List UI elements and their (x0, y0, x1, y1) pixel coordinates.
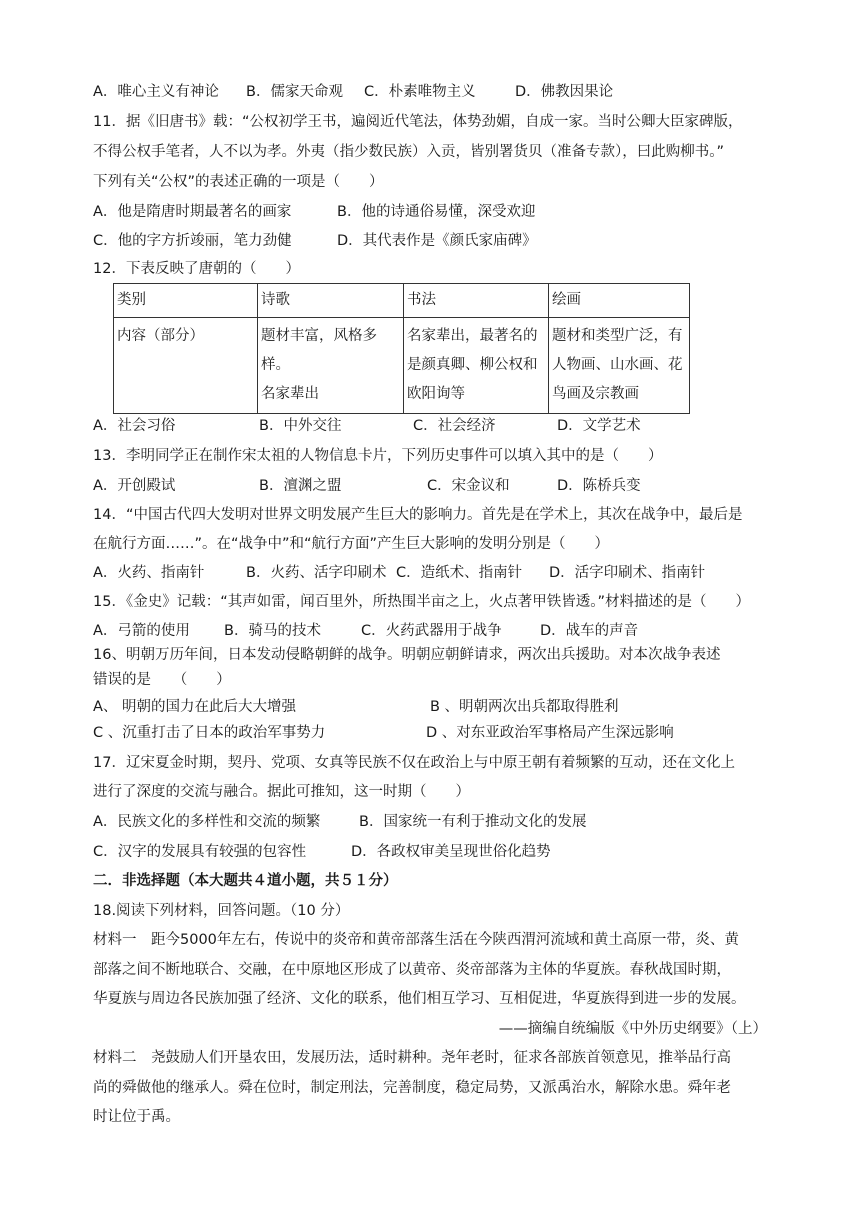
q16-option-a: A、 明朝的国力在此后大大增强 (93, 699, 297, 715)
table-header-row (114, 284, 690, 318)
q14-stem-line-1: 14．“中国古代四大发明对世界文明发展产生巨大的影响力。首先是在学术上，其次在战争中，最后是 (93, 507, 743, 523)
table-header-calligraphy: 书法 (404, 284, 549, 318)
q12-option-d: D．文学艺术 (557, 418, 641, 434)
table-row-label: 内容（部分） (114, 318, 258, 414)
q18-material-1-source: ——摘编自统编版《中外历史纲要》（上） (498, 1021, 767, 1037)
q13-option-c: C．宋金议和 (427, 478, 510, 494)
section-2-heading: 二．非选择题（本大题共４道小题，共５１分） (93, 873, 398, 889)
q14-option-c: C．造纸术、指南针 (396, 565, 523, 581)
q14-option-b: B．火药、活字印刷术 (246, 565, 387, 581)
q18-material-1-line-1: 材料一 距今5000年左右，传说中的炎帝和黄帝部落生活在今陕西渭河流域和黄土高原一带，炎、黄 (93, 932, 739, 948)
q12-option-c: C．社会经济 (413, 418, 496, 434)
q12-option-a: A．社会习俗 (93, 418, 176, 434)
q10-option-c: C．朴素唯物主义 (364, 84, 476, 100)
q11-option-b: B．他的诗通俗易懂，深受欢迎 (337, 204, 536, 220)
q13-option-a: A．开创殿试 (93, 478, 176, 494)
q17-option-b: B．国家统一有利于推动文化的发展 (359, 814, 587, 830)
q16-option-d: D 、对东亚政治军事格局产生深远影响 (426, 725, 674, 741)
q14-option-a: A．火药、指南针 (93, 565, 205, 581)
cell-line: 名家辈出 (261, 386, 319, 402)
table-row (114, 318, 690, 414)
q11-stem-line-3: 下列有关“公权”的表述正确的一项是（ ） (93, 174, 384, 190)
q18-material-1-line-3: 华夏族与周边各民族加强了经济、文化的联系，他们相互学习、互相促进，华夏族得到进一步的发展。 (93, 991, 746, 1007)
q17-option-d: D．各政权审美呈现世俗化趋势 (351, 844, 551, 860)
q10-option-a: A．唯心主义有神论 (93, 84, 219, 100)
table-cell-poetry (258, 318, 404, 414)
q13-option-d: D．陈桥兵变 (557, 478, 641, 494)
table-header-category: 类别 (114, 284, 258, 318)
q18-material-2-line-3: 时让位于禹。 (93, 1109, 180, 1125)
q10-option-b: B．儒家天命观 (246, 84, 343, 100)
q16-option-b: B 、明朝两次出兵都取得胜利 (430, 699, 619, 715)
q12-stem: 12．下表反映了唐朝的（ ） (93, 261, 300, 277)
q14-stem-line-2: 在航行方面……”。在“战争中”和“航行方面”产生巨大影响的发明分别是（ ） (93, 536, 610, 552)
q12-option-b: B．中外交往 (259, 418, 342, 434)
q16-option-c: C 、沉重打击了日本的政治军事势力 (93, 725, 326, 741)
q15-option-a: A．弓箭的使用 (93, 623, 190, 639)
q18-material-2-line-2: 尚的舜做他的继承人。舜在位时，制定刑法，完善制度，稳定局势，又派禹治水，解除水患。舜年老 (93, 1080, 731, 1096)
q15-option-d: D．战车的声音 (540, 623, 639, 639)
cell-line: 是颜真卿、柳公权和 (407, 357, 538, 373)
q16-stem-line-2: 错误的是 （ ） (93, 672, 231, 688)
q10-option-d: D．佛教因果论 (515, 84, 614, 100)
table-cell-calligraphy (404, 318, 549, 414)
q11-stem-line-1: 11．据《旧唐书》载：“公权初学王书，遍阅近代笔法，体势劲媚，自成一家。当时公卿大臣家碑版， (93, 114, 743, 130)
q16-stem-line-1: 16、明朝万历年间，日本发动侵略朝鲜的战争。明朝应朝鲜请求，两次出兵援助。对本次战争表述 (93, 647, 721, 663)
q15-stem: 15．《金史》记载：“其声如雷，闻百里外，所热围半亩之上，火点著甲铁皆透。”材料描述的是（ ） (93, 594, 750, 610)
q12-table (113, 283, 690, 414)
cell-line: 鸟画及宗教画 (552, 386, 639, 402)
q17-stem-line-1: 17．辽宋夏金时期，契丹、党项、女真等民族不仅在政治上与中原王朝有着频繁的互动，还在文化上 (93, 755, 735, 771)
table-cell-painting (549, 318, 690, 414)
table-header-poetry: 诗歌 (258, 284, 404, 318)
q13-option-b: B．澶渊之盟 (259, 478, 342, 494)
q11-option-a: A．他是隋唐时期最著名的画家 (93, 204, 292, 220)
q17-option-a: A．民族文化的多样性和交流的频繁 (93, 814, 321, 830)
table-header-painting: 绘画 (549, 284, 690, 318)
q11-option-d: D．其代表作是《颜氏家庙碑》 (337, 233, 537, 249)
q11-stem-line-2: 不得公权手笔者，人不以为孝。外夷（指少数民族）入贡，皆别署货贝（准备专款），曰此购柳书。” (93, 144, 725, 160)
q11-option-c: C．他的字方折竣丽，笔力劲健 (93, 233, 292, 249)
q18-stem: 18.阅读下列材料，回答问题。（10 分） (93, 903, 350, 919)
q15-option-b: B．骑马的技术 (224, 623, 321, 639)
q17-stem-line-2: 进行了深度的交流与融合。据此可推知，这一时期（ ） (93, 784, 470, 800)
q18-material-2-line-1: 材料二 尧鼓励人们开垦农田，发展历法，适时耕种。尧年老时，征求各部族首领意见，推举品行高 (93, 1050, 731, 1066)
cell-line: 名家辈出，最著名的 (407, 328, 538, 344)
q14-option-d: D．活字印刷术、指南针 (549, 565, 706, 581)
cell-line: 题材和类型广泛，有 (552, 328, 683, 344)
q13-stem: 13．李明同学正在制作宋太祖的人物信息卡片，下列历史事件可以填入其中的是（ ） (93, 448, 663, 464)
cell-line: 欧阳询等 (407, 386, 465, 402)
cell-line: 题材丰富，风格多样。 (261, 328, 377, 373)
q15-option-c: C．火药武器用于战争 (361, 623, 502, 639)
q18-material-1-line-2: 部落之间不断地联合、交融，在中原地区形成了以黄帝、炎帝部落为主体的华夏族。春秋战国时期， (93, 962, 731, 978)
cell-line: 人物画、山水画、花 (552, 357, 683, 373)
q17-option-c: C．汉字的发展具有较强的包容性 (93, 844, 307, 860)
